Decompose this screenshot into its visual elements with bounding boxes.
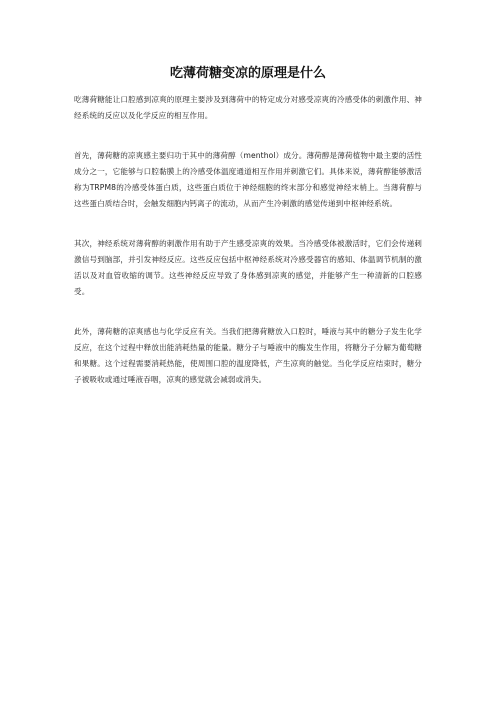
paragraph-menthol: 首先，薄荷糖的凉爽感主要归功于其中的薄荷醇（menthol）成分。薄荷醇是薄荷植物中最主要的活性成分之一，它能够与口腔黏膜上的冷感受体温度通道相互作用并刺激它们。具体来说，薄荷醇能够激活称为TRPM8的冷感受体蛋白质，这些蛋白质位于神经细胞的终末部分和感觉神经末梢上。当薄荷醇与这些蛋白质结合时，会触发细胞内钙离子的流动，从而产生冷刺激的感觉传递到中枢神经系统。 xyxy=(74,151,422,208)
paragraph-chemical-reaction: 此外，薄荷糖的凉爽感也与化学反应有关。当我们把薄荷糖放入口腔时，唾液与其中的糖分子发生化学反应，在这个过程中释放出能消耗热量的能量。糖分子与唾液中的酶发生作用，将糖分子分解为葡萄糖和果糖。这个过程需要消耗热能，使周围口腔的温度降低，产生凉爽的触觉。当化学反应结束时，糖分子被吸收或通过唾液吞咽，凉爽的感觉就会减弱或消失。 xyxy=(74,327,422,384)
paragraph-nervous-system: 其次，神经系统对薄荷醇的刺激作用有助于产生感受凉爽的效果。当冷感受体被激活时，它们会传递刺激信号到脑部，并引发神经反应。这些反应包括中枢神经系统对冷感受器官的感知、体温调节机制的激活以及对血管收缩的调节。这些神经反应导致了身体感到凉爽的感觉，并能够产生一种清新的口腔感受。 xyxy=(74,239,422,296)
paragraph-intro: 吃薄荷糖能让口腔感到凉爽的原理主要涉及到薄荷中的特定成分对感受凉爽的冷感受体的刺激作用、神经系统的反应以及化学反应的相互作用。 xyxy=(74,95,422,120)
document-title: 吃薄荷糖变凉的原理是什么 xyxy=(169,66,326,81)
